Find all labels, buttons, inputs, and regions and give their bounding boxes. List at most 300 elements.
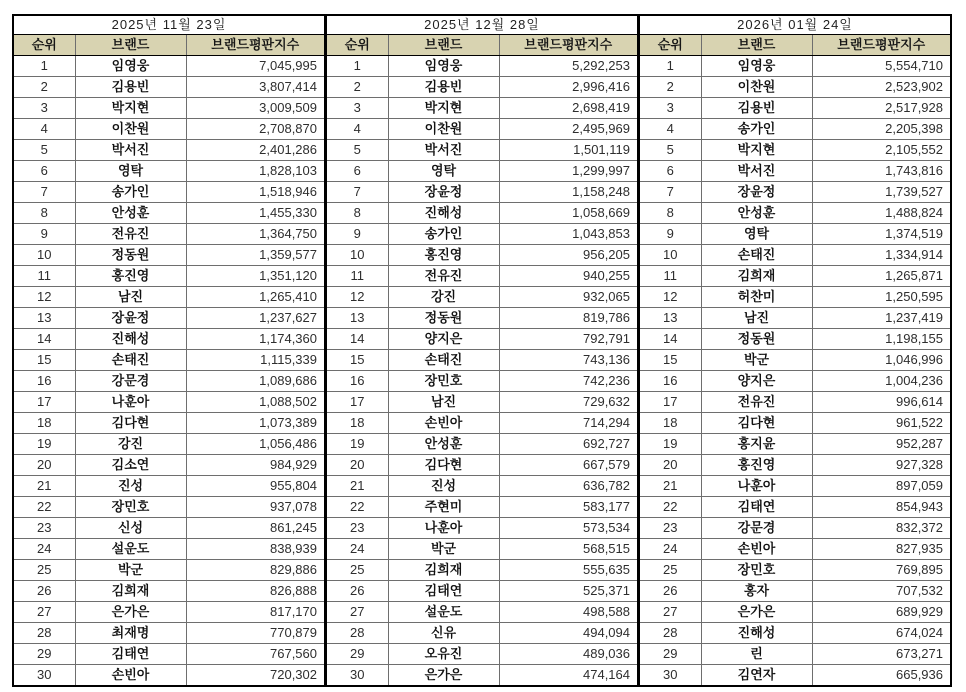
table-date: 2025년 11월 23일 xyxy=(13,15,325,35)
brand-cell: 정동원 xyxy=(388,308,499,329)
table-row xyxy=(326,203,638,224)
table-row xyxy=(326,581,638,602)
index-cell: 743,136 xyxy=(499,350,638,371)
rank-cell: 25 xyxy=(13,560,75,581)
table-row xyxy=(639,266,951,287)
column-header-row xyxy=(639,35,951,56)
brand-cell: 은가은 xyxy=(388,665,499,687)
brand-cell: 홍자 xyxy=(701,581,812,602)
date-header-row xyxy=(639,15,951,35)
index-cell: 984,929 xyxy=(186,455,325,476)
rank-cell: 13 xyxy=(13,308,75,329)
table-row xyxy=(639,518,951,539)
brand-cell: 김희재 xyxy=(388,560,499,581)
index-cell: 692,727 xyxy=(499,434,638,455)
rank-cell: 14 xyxy=(326,329,388,350)
index-cell: 1,073,389 xyxy=(186,413,325,434)
index-cell: 961,522 xyxy=(812,413,951,434)
brand-cell: 송가인 xyxy=(75,182,186,203)
index-cell: 1,237,419 xyxy=(812,308,951,329)
table-row xyxy=(13,203,325,224)
rank-cell: 12 xyxy=(639,287,701,308)
brand-cell: 홍진영 xyxy=(388,245,499,266)
rank-cell: 29 xyxy=(13,644,75,665)
index-cell: 952,287 xyxy=(812,434,951,455)
table-row xyxy=(13,98,325,119)
brand-cell: 손빈아 xyxy=(701,539,812,560)
brand-cell: 손빈아 xyxy=(75,665,186,687)
brand-cell: 진성 xyxy=(75,476,186,497)
rank-cell: 1 xyxy=(639,56,701,77)
table-row xyxy=(639,119,951,140)
table-row xyxy=(326,518,638,539)
rank-cell: 7 xyxy=(326,182,388,203)
column-header-index: 브랜드평판지수 xyxy=(499,35,638,56)
brand-cell: 영탁 xyxy=(75,161,186,182)
table-row xyxy=(13,539,325,560)
table-row xyxy=(639,350,951,371)
index-cell: 861,245 xyxy=(186,518,325,539)
table-row xyxy=(639,203,951,224)
table-row xyxy=(13,476,325,497)
rank-cell: 9 xyxy=(639,224,701,245)
index-cell: 707,532 xyxy=(812,581,951,602)
table-row xyxy=(639,581,951,602)
table-row xyxy=(13,371,325,392)
rank-cell: 5 xyxy=(13,140,75,161)
brand-cell: 박군 xyxy=(388,539,499,560)
table-row xyxy=(13,392,325,413)
brand-cell: 안성훈 xyxy=(388,434,499,455)
rank-cell: 3 xyxy=(639,98,701,119)
brand-cell: 오유진 xyxy=(388,644,499,665)
brand-cell: 김용빈 xyxy=(388,77,499,98)
index-cell: 927,328 xyxy=(812,455,951,476)
rank-cell: 25 xyxy=(639,560,701,581)
index-cell: 1,237,627 xyxy=(186,308,325,329)
index-cell: 474,164 xyxy=(499,665,638,687)
brand-cell: 장민호 xyxy=(701,560,812,581)
brand-cell: 송가인 xyxy=(701,119,812,140)
brand-cell: 김용빈 xyxy=(701,98,812,119)
table-row xyxy=(326,560,638,581)
brand-cell: 장윤정 xyxy=(701,182,812,203)
column-header-brand: 브랜드 xyxy=(701,35,812,56)
brand-cell: 은가은 xyxy=(701,602,812,623)
rank-cell: 20 xyxy=(639,455,701,476)
rank-cell: 14 xyxy=(639,329,701,350)
rank-cell: 4 xyxy=(326,119,388,140)
rank-cell: 30 xyxy=(326,665,388,687)
rank-cell: 7 xyxy=(639,182,701,203)
table-row xyxy=(326,623,638,644)
index-cell: 2,401,286 xyxy=(186,140,325,161)
rank-cell: 5 xyxy=(639,140,701,161)
rank-cell: 26 xyxy=(639,581,701,602)
brand-cell: 임영웅 xyxy=(388,56,499,77)
rank-cell: 11 xyxy=(326,266,388,287)
index-cell: 667,579 xyxy=(499,455,638,476)
rank-cell: 16 xyxy=(326,371,388,392)
rank-cell: 20 xyxy=(13,455,75,476)
index-cell: 1,056,486 xyxy=(186,434,325,455)
ranking-table-january xyxy=(638,14,952,687)
ranking-tables xyxy=(12,14,952,687)
index-cell: 937,078 xyxy=(186,497,325,518)
brand-cell: 홍진영 xyxy=(75,266,186,287)
rank-cell: 8 xyxy=(13,203,75,224)
table-row xyxy=(13,224,325,245)
table-row xyxy=(639,455,951,476)
table-body xyxy=(639,56,951,687)
rank-cell: 10 xyxy=(639,245,701,266)
rank-cell: 20 xyxy=(326,455,388,476)
brand-cell: 전유진 xyxy=(388,266,499,287)
table-row xyxy=(639,140,951,161)
index-cell: 1,828,103 xyxy=(186,161,325,182)
index-cell: 838,939 xyxy=(186,539,325,560)
rank-cell: 30 xyxy=(639,665,701,687)
table-date: 2025년 12월 28일 xyxy=(326,15,638,35)
rank-cell: 17 xyxy=(13,392,75,413)
brand-cell: 양지은 xyxy=(701,371,812,392)
rank-cell: 8 xyxy=(326,203,388,224)
brand-cell: 박군 xyxy=(701,350,812,371)
index-cell: 1,334,914 xyxy=(812,245,951,266)
table-row xyxy=(639,224,951,245)
index-cell: 2,708,870 xyxy=(186,119,325,140)
rank-cell: 5 xyxy=(326,140,388,161)
brand-cell: 장윤정 xyxy=(75,308,186,329)
index-cell: 665,936 xyxy=(812,665,951,687)
table-row xyxy=(13,665,325,687)
brand-cell: 김태연 xyxy=(701,497,812,518)
table-row xyxy=(326,350,638,371)
index-cell: 5,292,253 xyxy=(499,56,638,77)
rank-cell: 10 xyxy=(326,245,388,266)
index-cell: 2,495,969 xyxy=(499,119,638,140)
brand-cell: 전유진 xyxy=(701,392,812,413)
table-row xyxy=(13,623,325,644)
index-cell: 1,158,248 xyxy=(499,182,638,203)
table-row xyxy=(326,434,638,455)
brand-cell: 허찬미 xyxy=(701,287,812,308)
rank-cell: 21 xyxy=(639,476,701,497)
index-cell: 489,036 xyxy=(499,644,638,665)
index-cell: 1,374,519 xyxy=(812,224,951,245)
table-row xyxy=(13,329,325,350)
table-row xyxy=(639,434,951,455)
index-cell: 1,089,686 xyxy=(186,371,325,392)
table-row xyxy=(13,455,325,476)
column-header-row xyxy=(13,35,325,56)
brand-cell: 나훈아 xyxy=(701,476,812,497)
rank-cell: 4 xyxy=(639,119,701,140)
table-row xyxy=(639,245,951,266)
table-row xyxy=(326,539,638,560)
brand-cell: 손태진 xyxy=(388,350,499,371)
rank-cell: 9 xyxy=(326,224,388,245)
index-cell: 1,364,750 xyxy=(186,224,325,245)
rank-cell: 4 xyxy=(13,119,75,140)
table-row xyxy=(326,98,638,119)
index-cell: 1,518,946 xyxy=(186,182,325,203)
table-row xyxy=(639,497,951,518)
index-cell: 3,009,509 xyxy=(186,98,325,119)
index-cell: 714,294 xyxy=(499,413,638,434)
index-cell: 2,517,928 xyxy=(812,98,951,119)
table-row xyxy=(326,287,638,308)
table-row xyxy=(326,602,638,623)
brand-cell: 김용빈 xyxy=(75,77,186,98)
rank-cell: 18 xyxy=(13,413,75,434)
index-cell: 1,265,871 xyxy=(812,266,951,287)
table-row xyxy=(639,287,951,308)
rank-cell: 17 xyxy=(326,392,388,413)
index-cell: 1,743,816 xyxy=(812,161,951,182)
column-header-brand: 브랜드 xyxy=(75,35,186,56)
brand-cell: 장윤정 xyxy=(388,182,499,203)
table-row xyxy=(639,371,951,392)
table-row xyxy=(639,308,951,329)
column-header-index: 브랜드평판지수 xyxy=(186,35,325,56)
index-cell: 1,004,236 xyxy=(812,371,951,392)
date-header-row xyxy=(13,15,325,35)
table-row xyxy=(13,77,325,98)
rank-cell: 6 xyxy=(13,161,75,182)
rank-cell: 16 xyxy=(639,371,701,392)
brand-cell: 영탁 xyxy=(701,224,812,245)
index-cell: 583,177 xyxy=(499,497,638,518)
table-row xyxy=(326,140,638,161)
brand-cell: 이찬원 xyxy=(75,119,186,140)
table-row xyxy=(326,224,638,245)
column-header-rank: 순위 xyxy=(639,35,701,56)
rank-cell: 26 xyxy=(326,581,388,602)
brand-cell: 안성훈 xyxy=(75,203,186,224)
rank-cell: 13 xyxy=(639,308,701,329)
index-cell: 1,739,527 xyxy=(812,182,951,203)
index-cell: 767,560 xyxy=(186,644,325,665)
rank-cell: 7 xyxy=(13,182,75,203)
brand-cell: 진성 xyxy=(388,476,499,497)
brand-cell: 은가은 xyxy=(75,602,186,623)
brand-cell: 정동원 xyxy=(701,329,812,350)
table-row xyxy=(13,518,325,539)
brand-cell: 나훈아 xyxy=(75,392,186,413)
table-body xyxy=(13,56,325,687)
rank-cell: 24 xyxy=(326,539,388,560)
table-row xyxy=(326,644,638,665)
brand-cell: 남진 xyxy=(75,287,186,308)
table-row xyxy=(639,665,951,687)
table-row xyxy=(13,140,325,161)
index-cell: 829,886 xyxy=(186,560,325,581)
index-cell: 1,198,155 xyxy=(812,329,951,350)
brand-cell: 임영웅 xyxy=(701,56,812,77)
table-row xyxy=(13,182,325,203)
column-header-rank: 순위 xyxy=(13,35,75,56)
rank-cell: 21 xyxy=(326,476,388,497)
brand-cell: 김다현 xyxy=(388,455,499,476)
brand-cell: 강진 xyxy=(75,434,186,455)
brand-cell: 양지은 xyxy=(388,329,499,350)
rank-cell: 10 xyxy=(13,245,75,266)
table-row xyxy=(639,539,951,560)
rank-cell: 15 xyxy=(326,350,388,371)
index-cell: 674,024 xyxy=(812,623,951,644)
brand-cell: 박서진 xyxy=(388,140,499,161)
table-row xyxy=(326,665,638,687)
rank-cell: 28 xyxy=(326,623,388,644)
index-cell: 792,791 xyxy=(499,329,638,350)
rank-cell: 19 xyxy=(13,434,75,455)
table-row xyxy=(639,623,951,644)
brand-cell: 김연자 xyxy=(701,665,812,687)
index-cell: 689,929 xyxy=(812,602,951,623)
table-row xyxy=(326,119,638,140)
column-header-rank: 순위 xyxy=(326,35,388,56)
index-cell: 568,515 xyxy=(499,539,638,560)
rank-cell: 26 xyxy=(13,581,75,602)
index-cell: 932,065 xyxy=(499,287,638,308)
index-cell: 940,255 xyxy=(499,266,638,287)
brand-cell: 손빈아 xyxy=(388,413,499,434)
table-row xyxy=(639,392,951,413)
rank-cell: 30 xyxy=(13,665,75,687)
table-row xyxy=(13,413,325,434)
index-cell: 1,046,996 xyxy=(812,350,951,371)
rank-cell: 24 xyxy=(13,539,75,560)
index-cell: 555,635 xyxy=(499,560,638,581)
index-cell: 1,351,120 xyxy=(186,266,325,287)
rank-cell: 29 xyxy=(326,644,388,665)
index-cell: 827,935 xyxy=(812,539,951,560)
rank-cell: 27 xyxy=(13,602,75,623)
rank-cell: 2 xyxy=(639,77,701,98)
rank-cell: 1 xyxy=(326,56,388,77)
index-cell: 1,174,360 xyxy=(186,329,325,350)
index-cell: 720,302 xyxy=(186,665,325,687)
brand-cell: 이찬원 xyxy=(388,119,499,140)
table-row xyxy=(13,350,325,371)
brand-cell: 송가인 xyxy=(388,224,499,245)
index-cell: 1,115,339 xyxy=(186,350,325,371)
rank-cell: 18 xyxy=(326,413,388,434)
brand-cell: 신성 xyxy=(75,518,186,539)
rank-cell: 9 xyxy=(13,224,75,245)
index-cell: 494,094 xyxy=(499,623,638,644)
index-cell: 854,943 xyxy=(812,497,951,518)
rank-cell: 3 xyxy=(326,98,388,119)
table-row xyxy=(13,644,325,665)
table-row xyxy=(13,602,325,623)
brand-cell: 박군 xyxy=(75,560,186,581)
table-row xyxy=(326,476,638,497)
column-header-row xyxy=(326,35,638,56)
rank-cell: 29 xyxy=(639,644,701,665)
brand-cell: 장민호 xyxy=(388,371,499,392)
ranking-table-november xyxy=(12,14,326,687)
rank-cell: 13 xyxy=(326,308,388,329)
brand-cell: 박지현 xyxy=(388,98,499,119)
brand-cell: 장민호 xyxy=(75,497,186,518)
brand-cell: 진해성 xyxy=(701,623,812,644)
index-cell: 956,205 xyxy=(499,245,638,266)
rank-cell: 27 xyxy=(639,602,701,623)
index-cell: 1,250,595 xyxy=(812,287,951,308)
table-row xyxy=(13,497,325,518)
rank-cell: 11 xyxy=(13,266,75,287)
date-header-row xyxy=(326,15,638,35)
index-cell: 729,632 xyxy=(499,392,638,413)
index-cell: 2,996,416 xyxy=(499,77,638,98)
rank-cell: 28 xyxy=(13,623,75,644)
table-row xyxy=(326,329,638,350)
table-row xyxy=(639,161,951,182)
table-row xyxy=(13,266,325,287)
rank-cell: 23 xyxy=(13,518,75,539)
ranking-table-december xyxy=(325,14,639,687)
rank-cell: 28 xyxy=(639,623,701,644)
table-row xyxy=(326,56,638,77)
table-row xyxy=(326,245,638,266)
index-cell: 498,588 xyxy=(499,602,638,623)
index-cell: 673,271 xyxy=(812,644,951,665)
index-cell: 3,807,414 xyxy=(186,77,325,98)
index-cell: 1,265,410 xyxy=(186,287,325,308)
rank-cell: 8 xyxy=(639,203,701,224)
brand-cell: 홍진영 xyxy=(701,455,812,476)
index-cell: 996,614 xyxy=(812,392,951,413)
rank-cell: 21 xyxy=(13,476,75,497)
index-cell: 525,371 xyxy=(499,581,638,602)
index-cell: 1,488,824 xyxy=(812,203,951,224)
rank-cell: 19 xyxy=(326,434,388,455)
table-date: 2026년 01월 24일 xyxy=(639,15,951,35)
rank-cell: 22 xyxy=(326,497,388,518)
table-row xyxy=(13,434,325,455)
brand-cell: 강진 xyxy=(388,287,499,308)
table-row xyxy=(326,371,638,392)
table-row xyxy=(639,56,951,77)
table-row xyxy=(639,560,951,581)
table-row xyxy=(639,329,951,350)
brand-cell: 김다현 xyxy=(75,413,186,434)
index-cell: 742,236 xyxy=(499,371,638,392)
rank-cell: 12 xyxy=(326,287,388,308)
brand-cell: 안성훈 xyxy=(701,203,812,224)
brand-cell: 정동원 xyxy=(75,245,186,266)
table-row xyxy=(326,392,638,413)
index-cell: 1,043,853 xyxy=(499,224,638,245)
brand-cell: 김희재 xyxy=(75,581,186,602)
rank-cell: 6 xyxy=(326,161,388,182)
rank-cell: 16 xyxy=(13,371,75,392)
rank-cell: 17 xyxy=(639,392,701,413)
index-cell: 955,804 xyxy=(186,476,325,497)
index-cell: 1,455,330 xyxy=(186,203,325,224)
rank-cell: 14 xyxy=(13,329,75,350)
table-row xyxy=(639,182,951,203)
brand-cell: 신유 xyxy=(388,623,499,644)
brand-cell: 박서진 xyxy=(701,161,812,182)
table-row xyxy=(326,161,638,182)
rank-cell: 18 xyxy=(639,413,701,434)
table-row xyxy=(639,413,951,434)
table-row xyxy=(326,455,638,476)
brand-cell: 영탁 xyxy=(388,161,499,182)
